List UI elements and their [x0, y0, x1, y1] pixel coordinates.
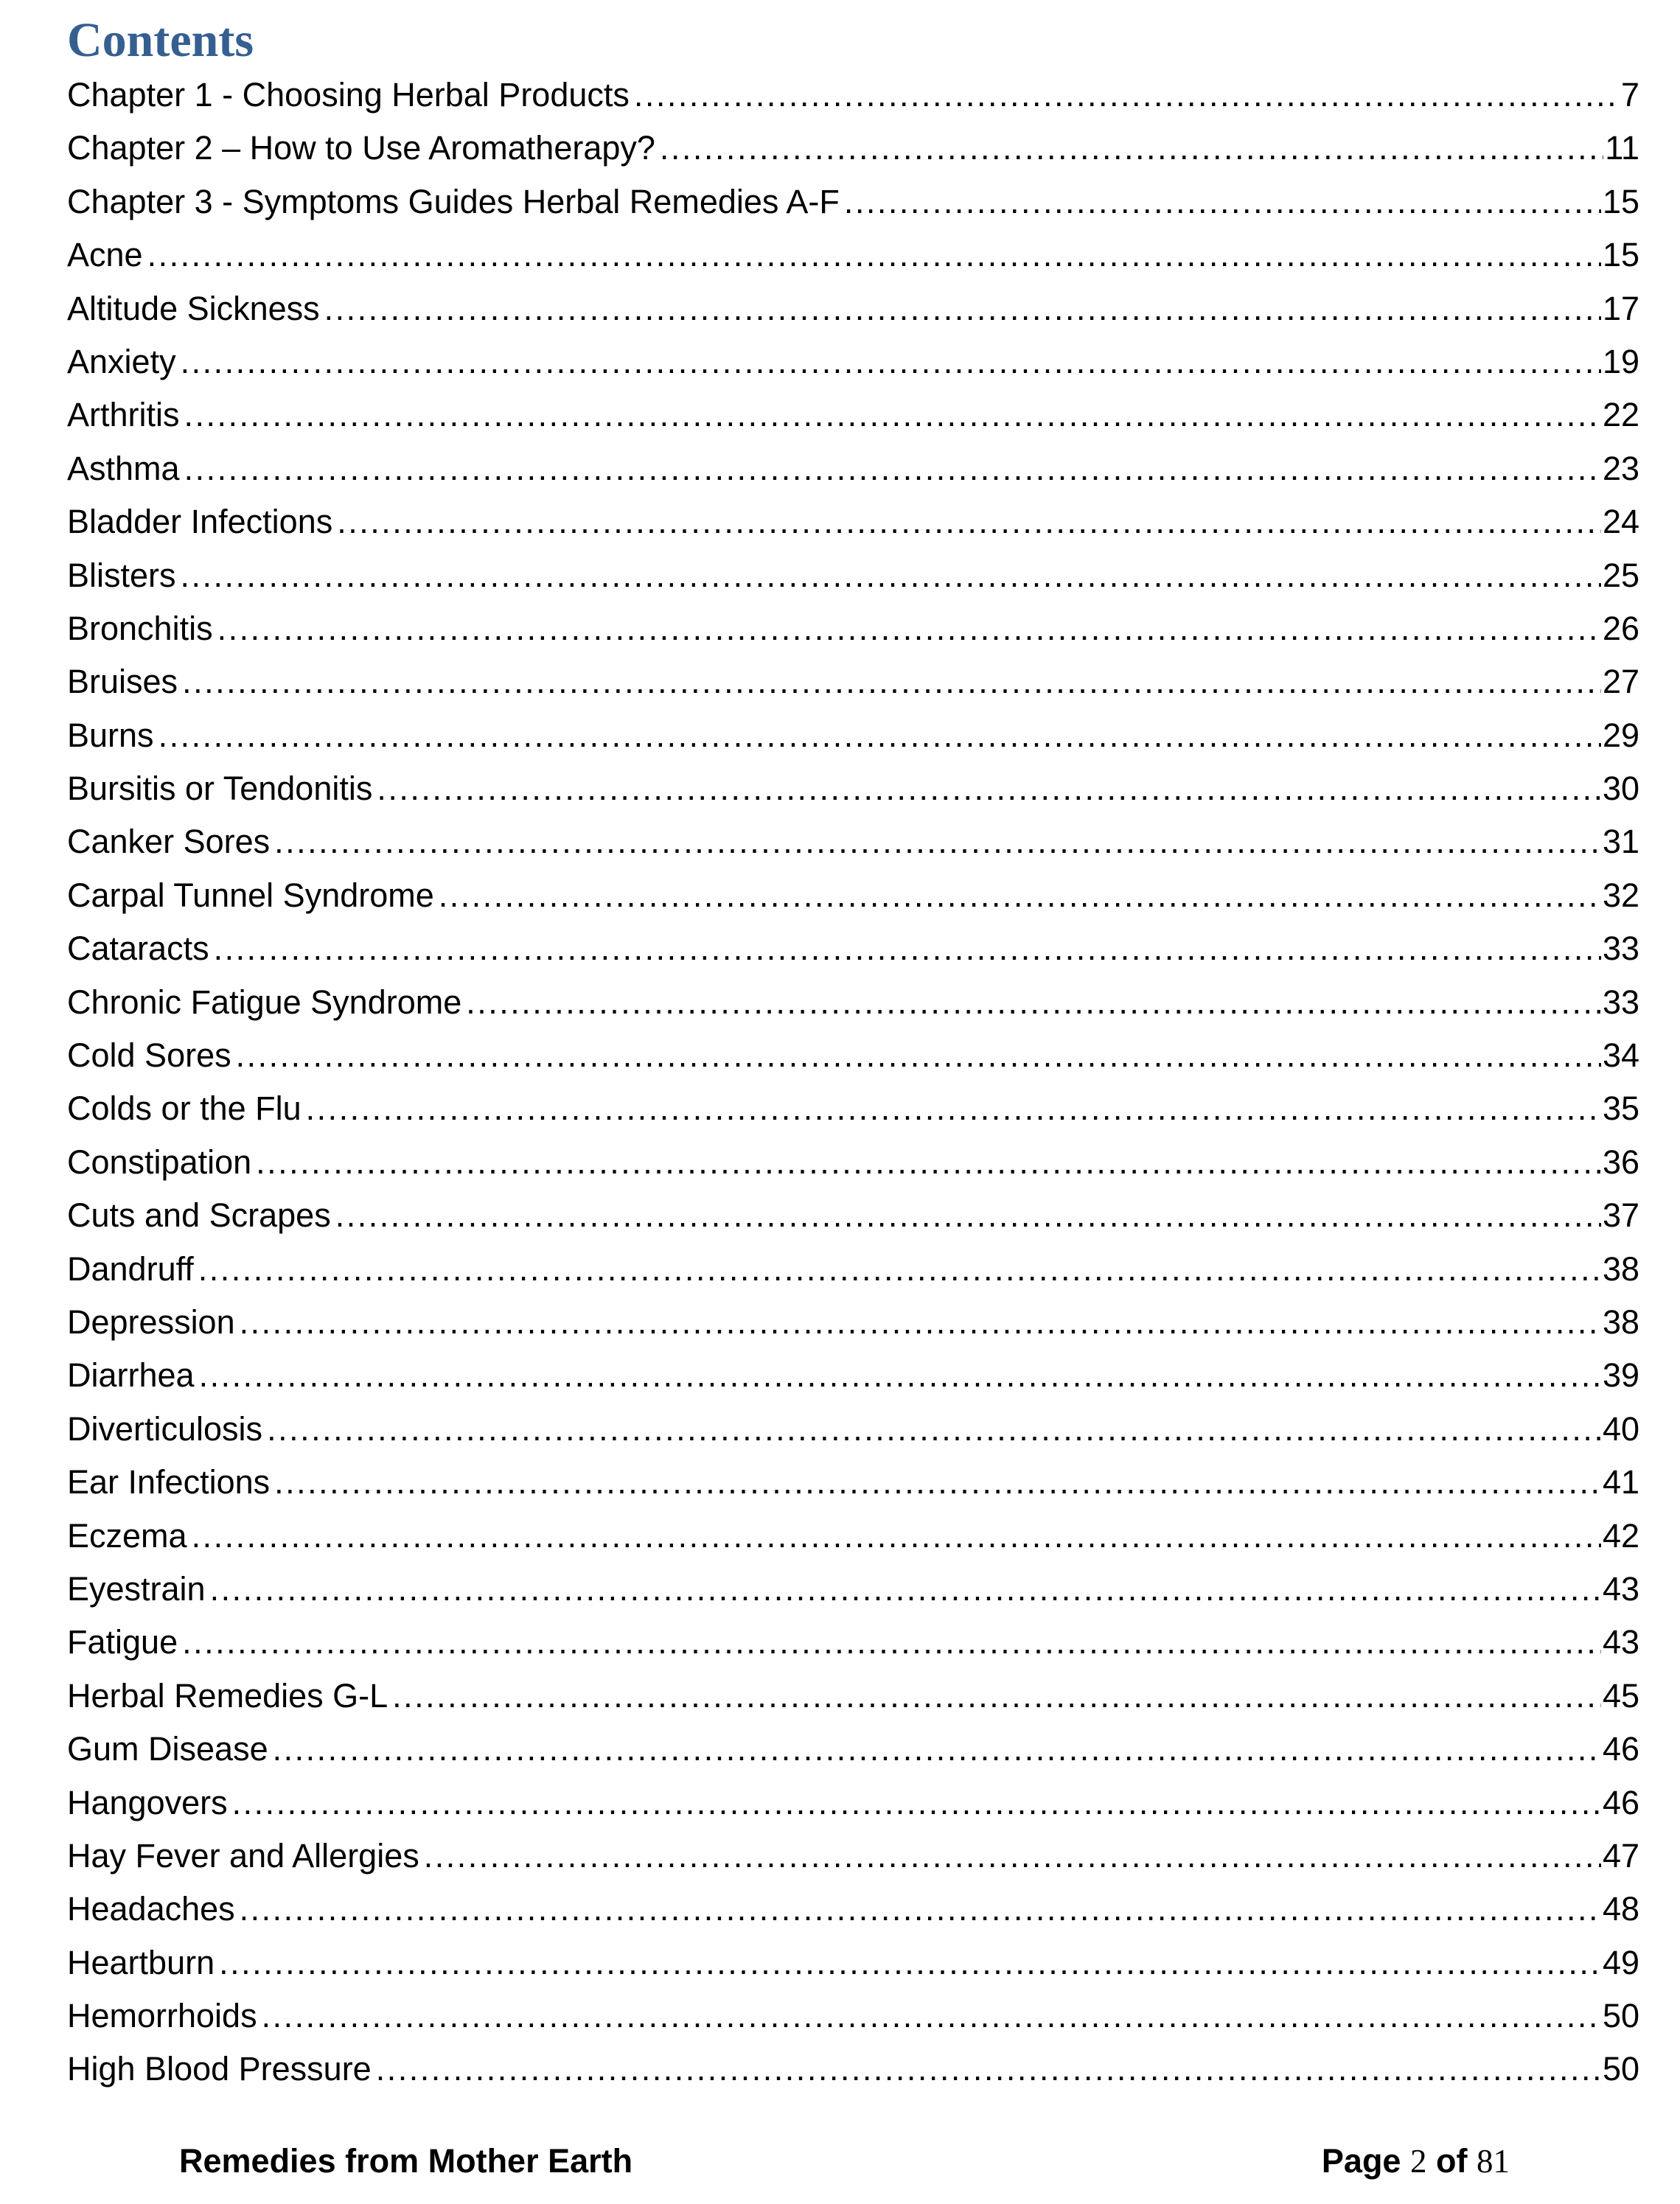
toc-row[interactable]: [67, 495, 1639, 548]
toc-entry-label: Headaches: [67, 1890, 235, 1928]
toc-entry-label: Hangovers: [67, 1783, 228, 1821]
toc-entry-label: Blisters: [67, 556, 176, 594]
toc-page-number: 29: [1602, 716, 1639, 754]
toc-leader-dots: [274, 815, 1601, 868]
toc-row[interactable]: [67, 175, 1639, 229]
toc-leader-dots: [219, 1936, 1601, 1989]
toc-entry-label: Canker Sores: [67, 823, 271, 861]
toc-leader-dots: [236, 1029, 1601, 1082]
toc-entry-label: Herbal Remedies G-L: [67, 1676, 388, 1715]
toc-page-number: 46: [1602, 1730, 1639, 1768]
toc-entry-label: Bruises: [67, 663, 178, 701]
toc-leader-dots: [377, 762, 1601, 815]
toc-page-number: 26: [1602, 609, 1639, 647]
toc-leader-dots: [660, 122, 1603, 175]
toc-page-number: 38: [1602, 1249, 1639, 1288]
footer-book-title: Remedies from Mother Earth: [179, 2142, 633, 2180]
toc-page-number: 40: [1602, 1409, 1639, 1448]
toc-row[interactable]: [67, 2043, 1639, 2096]
toc-entry-label: Bursitis or Tendonitis: [67, 770, 373, 808]
toc-row[interactable]: [67, 1189, 1639, 1242]
toc-entry-label: High Blood Pressure: [67, 2050, 372, 2088]
toc-page-number: 47: [1602, 1836, 1639, 1875]
toc-leader-dots: [335, 1189, 1601, 1242]
toc-leader-dots: [147, 229, 1601, 282]
toc-row[interactable]: [67, 549, 1639, 602]
toc-row[interactable]: [67, 655, 1639, 708]
toc-leader-dots: [337, 495, 1601, 548]
toc-row[interactable]: [67, 1349, 1639, 1402]
toc-page-number: 46: [1602, 1783, 1639, 1821]
toc-row[interactable]: [67, 229, 1639, 282]
toc-page-number: 19: [1602, 342, 1639, 380]
toc-leader-dots: [210, 1563, 1601, 1616]
toc-page-number: 45: [1602, 1676, 1639, 1715]
toc-row[interactable]: [67, 122, 1639, 175]
toc-row[interactable]: [67, 1830, 1639, 1883]
toc-entry-label: Bronchitis: [67, 609, 213, 647]
toc-leader-dots: [184, 442, 1601, 495]
toc-leader-dots: [198, 1243, 1601, 1296]
toc-list: [67, 69, 1639, 2096]
toc-entry-label: Cold Sores: [67, 1036, 231, 1075]
toc-page-number: 33: [1602, 930, 1639, 968]
toc-leader-dots: [240, 1296, 1601, 1349]
toc-entry-label: Hemorrhoids: [67, 1997, 257, 2035]
toc-entry-label: Hay Fever and Allergies: [67, 1836, 419, 1875]
toc-entry-label: Chapter 3 - Symptoms Guides Herbal Remedies A-F: [67, 182, 840, 220]
footer-page-number: 2: [1409, 2143, 1427, 2180]
toc-page-number: 32: [1602, 876, 1639, 914]
toc-leader-dots: [392, 1670, 1601, 1723]
toc-leader-dots: [192, 1510, 1601, 1563]
toc-page-number: 24: [1602, 503, 1639, 541]
toc-page-number: 50: [1602, 1997, 1639, 2035]
toc-leader-dots: [240, 1883, 1601, 1936]
toc-leader-dots: [273, 1723, 1601, 1776]
toc-row[interactable]: [67, 388, 1639, 442]
toc-row[interactable]: [67, 1936, 1639, 1989]
toc-entry-label: Eczema: [67, 1516, 187, 1555]
footer-page-word: Page: [1321, 2142, 1401, 2180]
toc-leader-dots: [214, 922, 1601, 975]
toc-entry-label: Cuts and Scrapes: [67, 1196, 331, 1235]
toc-page-number: 15: [1602, 182, 1639, 220]
toc-page-number: 25: [1602, 556, 1639, 594]
toc-page-number: 27: [1602, 663, 1639, 701]
toc-page-number: 31: [1602, 823, 1639, 861]
toc-leader-dots: [424, 1830, 1601, 1883]
toc-page-number: 48: [1602, 1890, 1639, 1928]
toc-row[interactable]: [67, 1616, 1639, 1669]
toc-leader-dots: [184, 388, 1601, 442]
toc-row[interactable]: [67, 1456, 1639, 1509]
toc-page-number: 50: [1602, 2050, 1639, 2088]
toc-page-number: 42: [1602, 1516, 1639, 1555]
footer-page-indicator: [1322, 2142, 1510, 2180]
toc-page-number: 33: [1602, 983, 1639, 1021]
toc-page-number: 30: [1602, 770, 1639, 808]
toc-row[interactable]: [67, 1243, 1639, 1296]
toc-row[interactable]: [67, 922, 1639, 975]
toc-row[interactable]: [67, 1403, 1639, 1456]
toc-leader-dots: [256, 1136, 1601, 1189]
toc-row[interactable]: [67, 69, 1639, 122]
toc-page-number: 7: [1620, 76, 1639, 114]
toc-row[interactable]: [67, 815, 1639, 868]
toc-row[interactable]: [67, 1723, 1639, 1776]
toc-row[interactable]: [67, 1296, 1639, 1349]
toc-entry-label: Colds or the Flu: [67, 1089, 302, 1128]
toc-leader-dots: [267, 1403, 1601, 1456]
toc-leader-dots: [324, 282, 1601, 335]
toc-page-number: 15: [1602, 236, 1639, 274]
toc-entry-label: Cataracts: [67, 930, 209, 968]
toc-leader-dots: [199, 1349, 1601, 1402]
toc-leader-dots: [376, 2043, 1601, 2096]
toc-entry-label: Diarrhea: [67, 1356, 195, 1395]
toc-entry-label: Chapter 2 – How to Use Aromatherapy?: [67, 129, 655, 167]
toc-row[interactable]: [67, 869, 1639, 922]
toc-page-number: 39: [1602, 1356, 1639, 1395]
toc-page-number: 43: [1602, 1623, 1639, 1661]
toc-row[interactable]: [67, 1989, 1639, 2043]
toc-entry-label: Burns: [67, 716, 154, 754]
toc-entry-label: Asthma: [67, 449, 180, 487]
toc-leader-dots: [181, 335, 1601, 388]
toc-leader-dots: [439, 869, 1601, 922]
toc-page-number: 34: [1602, 1036, 1639, 1075]
toc-entry-label: Gum Disease: [67, 1730, 268, 1768]
toc-entry-label: Fatigue: [67, 1623, 178, 1661]
toc-row[interactable]: [67, 1776, 1639, 1830]
toc-row[interactable]: [67, 709, 1639, 762]
toc-page-number: 43: [1602, 1569, 1639, 1608]
toc-row[interactable]: [67, 282, 1639, 335]
toc-row[interactable]: [67, 335, 1639, 388]
toc-row[interactable]: [67, 1883, 1639, 1936]
toc-entry-label: Acne: [67, 236, 143, 274]
toc-page-number: 49: [1602, 1943, 1639, 1981]
toc-row[interactable]: [67, 1082, 1639, 1135]
contents-heading: Contents: [67, 13, 254, 67]
toc-row[interactable]: [67, 1563, 1639, 1616]
toc-leader-dots: [181, 549, 1601, 602]
toc-leader-dots: [182, 655, 1601, 708]
toc-page-number: 17: [1602, 289, 1639, 327]
toc-page-number: 23: [1602, 449, 1639, 487]
toc-leader-dots: [232, 1776, 1601, 1830]
toc-entry-label: Diverticulosis: [67, 1409, 263, 1448]
footer-total-pages: 81: [1477, 2143, 1510, 2180]
toc-row[interactable]: [67, 1510, 1639, 1563]
toc-entry-label: Eyestrain: [67, 1569, 206, 1608]
toc-page-number: 11: [1605, 129, 1639, 167]
toc-leader-dots: [158, 709, 1601, 762]
toc-entry-label: Carpal Tunnel Syndrome: [67, 876, 434, 914]
toc-row[interactable]: [67, 976, 1639, 1029]
toc-leader-dots: [844, 175, 1601, 229]
toc-entry-label: Heartburn: [67, 1943, 215, 1981]
toc-entry-label: Ear Infections: [67, 1463, 271, 1502]
toc-page-number: 35: [1602, 1089, 1639, 1128]
toc-row[interactable]: [67, 602, 1639, 655]
toc-entry-label: Anxiety: [67, 342, 176, 380]
toc-row[interactable]: [67, 442, 1639, 495]
toc-leader-dots: [466, 976, 1601, 1029]
toc-page-number: 36: [1602, 1143, 1639, 1181]
toc-row[interactable]: [67, 762, 1639, 815]
toc-leader-dots: [182, 1616, 1601, 1669]
toc-page-number: 38: [1602, 1302, 1639, 1341]
toc-entry-label: Chapter 1 - Choosing Herbal Products: [67, 76, 630, 114]
toc-leader-dots: [274, 1456, 1601, 1509]
toc-row[interactable]: [67, 1136, 1639, 1189]
toc-page-number: 41: [1602, 1463, 1639, 1502]
toc-leader-dots: [262, 1989, 1601, 2043]
toc-leader-dots: [306, 1082, 1601, 1135]
toc-entry-label: Dandruff: [67, 1249, 194, 1288]
toc-entry-label: Bladder Infections: [67, 503, 333, 541]
toc-leader-dots: [634, 69, 1620, 122]
footer-of-word: of: [1436, 2142, 1468, 2180]
toc-page-number: 22: [1602, 396, 1639, 434]
toc-entry-label: Arthritis: [67, 396, 180, 434]
toc-row[interactable]: [67, 1670, 1639, 1723]
toc-page-number: 37: [1602, 1196, 1639, 1235]
toc-entry-label: Depression: [67, 1302, 235, 1341]
toc-entry-label: Altitude Sickness: [67, 289, 320, 327]
toc-entry-label: Constipation: [67, 1143, 252, 1181]
toc-leader-dots: [217, 602, 1601, 655]
toc-row[interactable]: [67, 1029, 1639, 1082]
toc-entry-label: Chronic Fatigue Syndrome: [67, 983, 462, 1021]
